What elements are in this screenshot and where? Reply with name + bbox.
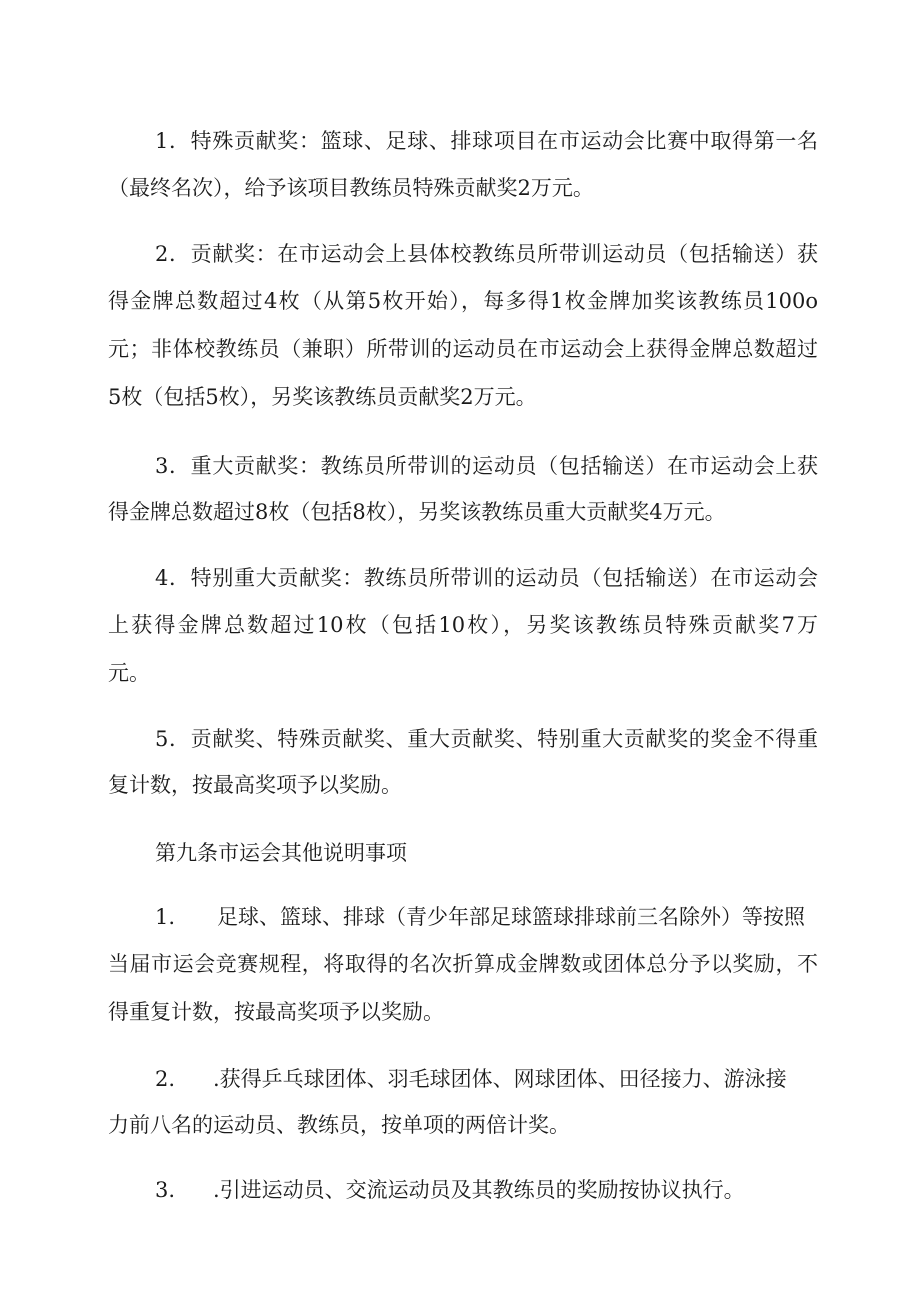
- sub1-line3: 得重复计数，按最高奖项予以奖励。: [108, 1000, 444, 1024]
- sub1-number: 1.: [155, 905, 176, 929]
- item2-line4: 5枚（包括5枚），另奖该教练员贡献奖2万元。: [108, 385, 537, 409]
- item5-line1: 5．贡献奖、特殊贡献奖、重大贡献奖、特别重大贡献奖的奖金不得重: [155, 727, 818, 751]
- sub1-line1-text: 足球、篮球、排球（青少年部足球篮球排球前三名除外）等按照: [217, 905, 805, 929]
- sub3-number: 3.: [155, 1178, 176, 1202]
- item4-line2: 上获得金牌总数超过10枚（包括10枚），另奖该教练员特殊贡献奖7万: [108, 613, 818, 637]
- sub3-line1: [155, 1175, 818, 1205]
- sub2-line1-text: .获得乒乓球团体、羽毛球团体、网球团体、田径接力、游泳接: [213, 1067, 787, 1091]
- item1-line2: （最终名次），给予该项目教练员特殊贡献奖2万元。: [108, 176, 594, 200]
- item3-line1: 3．重大贡献奖：教练员所带训的运动员（包括输送）在市运动会上获: [155, 454, 818, 478]
- item5-line2: 复计数，按最高奖项予以奖励。: [108, 773, 402, 797]
- sub1-line2: 当届市运会竞赛规程，将取得的名次折算成金牌数或团体总分予以奖励，不: [108, 952, 818, 976]
- item4-line3: 元。: [108, 661, 150, 685]
- item1-line1: 1．特殊贡献奖：篮球、足球、排球项目在市运动会比赛中取得第一名: [155, 129, 818, 153]
- sub2-line1: [155, 1064, 818, 1094]
- item2-line3: 元；非体校教练员（兼职）所带训的运动员在市运动会上获得金牌总数超过: [108, 337, 818, 361]
- sub2-number: 2.: [155, 1067, 176, 1091]
- sub1-line1: [155, 902, 818, 932]
- item3-line2: 得金牌总数超过8枚（包括8枚），另奖该教练员重大贡献奖4万元。: [108, 500, 726, 524]
- sub2-line2: 力前八名的运动员、教练员，按单项的两倍计奖。: [108, 1113, 570, 1137]
- item4-line1: 4．特别重大贡献奖：教练员所带训的运动员（包括输送）在市运动会: [155, 566, 818, 590]
- item2-line1: 2．贡献奖：在市运动会上县体校教练员所带训运动员（包括输送）获: [155, 242, 818, 266]
- article9-heading: 第九条市运会其他说明事项: [155, 841, 407, 865]
- item2-line2: 得金牌总数超过4枚（从第5枚开始），每多得1枚金牌加奖该教练员100o: [108, 289, 818, 313]
- sub3-line1-text: .引进运动员、交流运动员及其教练员的奖励按协议执行。: [213, 1178, 745, 1202]
